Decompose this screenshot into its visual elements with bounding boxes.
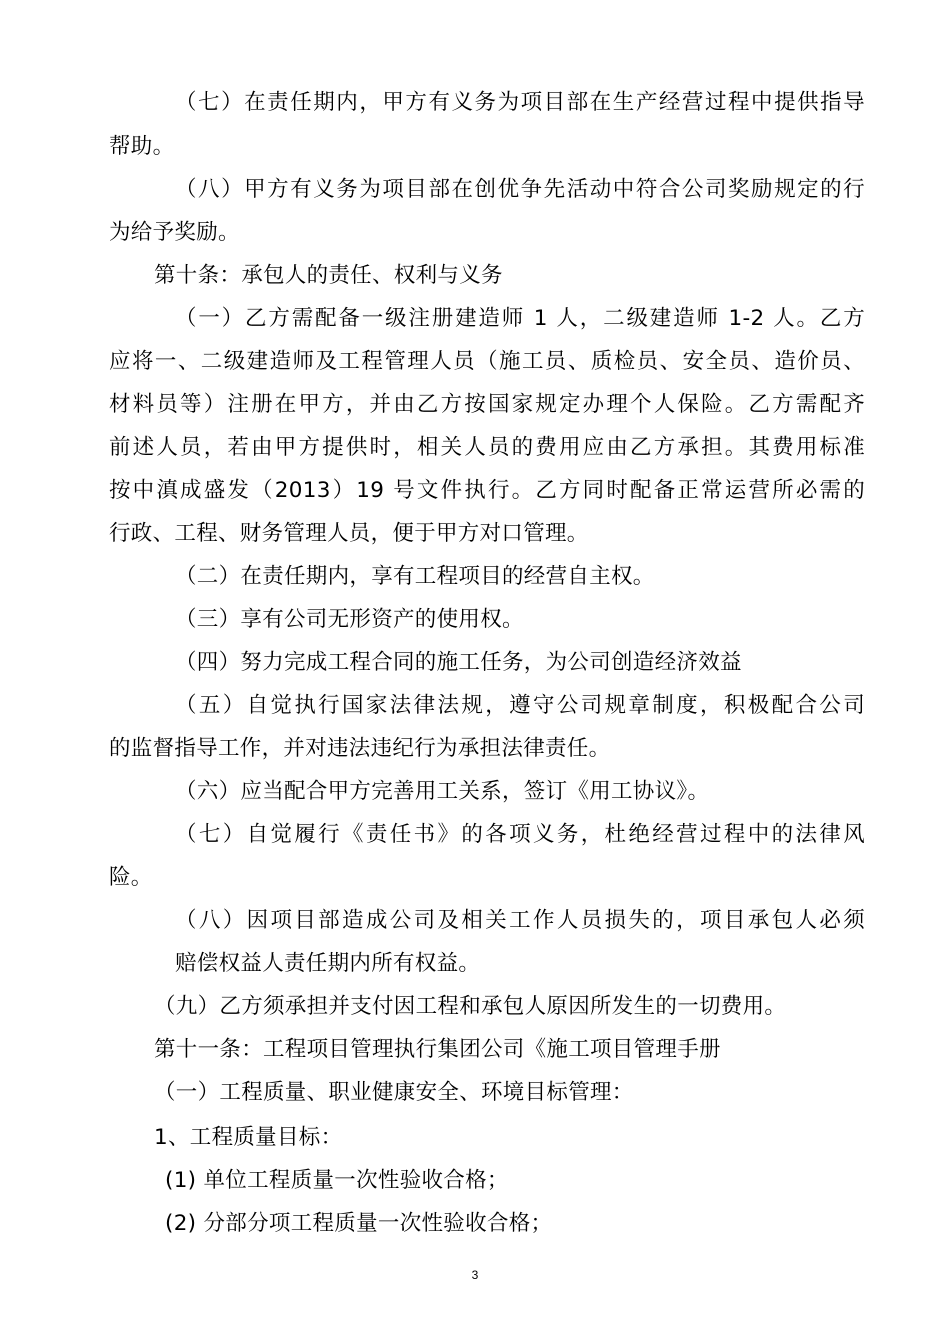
paragraph-line: （三）享有公司无形资产的使用权。 <box>175 607 524 632</box>
paragraph-line: （七）自觉履行《责任书》的各项义务，杜绝经营过程中的法律风 <box>175 822 865 847</box>
paragraph-line: 材料员等）注册在甲方，并由乙方按国家规定办理个人保险。乙方需配齐 <box>109 392 865 417</box>
paragraph-line: 帮助。 <box>109 134 175 159</box>
section-heading: 第十条：承包人的责任、权利与义务 <box>154 263 503 288</box>
paragraph-line: （五）自觉执行国家法律法规，遵守公司规章制度，积极配合公司 <box>175 693 865 718</box>
paragraph-line: （七）在责任期内，甲方有义务为项目部在生产经营过程中提供指导 <box>175 90 865 115</box>
paragraph-line: （一）乙方需配备一级注册建造师 1 人，二级建造师 1-2 人。乙方 <box>175 306 865 331</box>
paragraph-line: 前述人员，若由甲方提供时，相关人员的费用应由乙方承担。其费用标准 <box>109 435 865 460</box>
page-number: 3 <box>471 1268 479 1282</box>
paragraph-line: 为给予奖励。 <box>109 220 240 245</box>
paragraph-line: 应将一、二级建造师及工程管理人员（施工员、质检员、安全员、造价员、 <box>109 349 865 374</box>
paragraph-line: 按中滇成盛发（2013）19 号文件执行。乙方同时配备正常运营所必需的 <box>109 478 865 503</box>
paragraph-line: （一）工程质量、职业健康安全、环境目标管理： <box>154 1080 634 1105</box>
paragraph-line: （二）在责任期内，享有工程项目的经营自主权。 <box>175 564 655 589</box>
paragraph-line: 行政、工程、财务管理人员，便于甲方对口管理。 <box>109 521 589 546</box>
paragraph-line: 赔偿权益人责任期内所有权益。 <box>175 951 481 976</box>
list-item: (2) 分部分项工程质量一次性验收合格； <box>165 1211 553 1236</box>
paragraph-line: （四）努力完成工程合同的施工任务，为公司创造经济效益 <box>175 650 742 675</box>
paragraph-line: （八）因项目部造成公司及相关工作人员损失的，项目承包人必须 <box>175 908 865 933</box>
paragraph-line: 险。 <box>109 865 153 890</box>
paragraph-line: 的监督指导工作，并对违法违纪行为承担法律责任。 <box>109 736 611 761</box>
list-item: (1) 单位工程质量一次性验收合格； <box>165 1168 509 1193</box>
paragraph-line: 1、工程质量目标： <box>154 1125 343 1150</box>
paragraph-line: （八）甲方有义务为项目部在创优争先活动中符合公司奖励规定的行 <box>175 177 865 202</box>
paragraph-line: （九）乙方须承担并支付因工程和承包人原因所发生的一切费用。 <box>154 994 787 1019</box>
paragraph-line: （六）应当配合甲方完善用工关系，签订《用工协议》。 <box>175 779 710 804</box>
section-heading: 第十一条：工程项目管理执行集团公司《施工项目管理手册 <box>154 1037 721 1062</box>
